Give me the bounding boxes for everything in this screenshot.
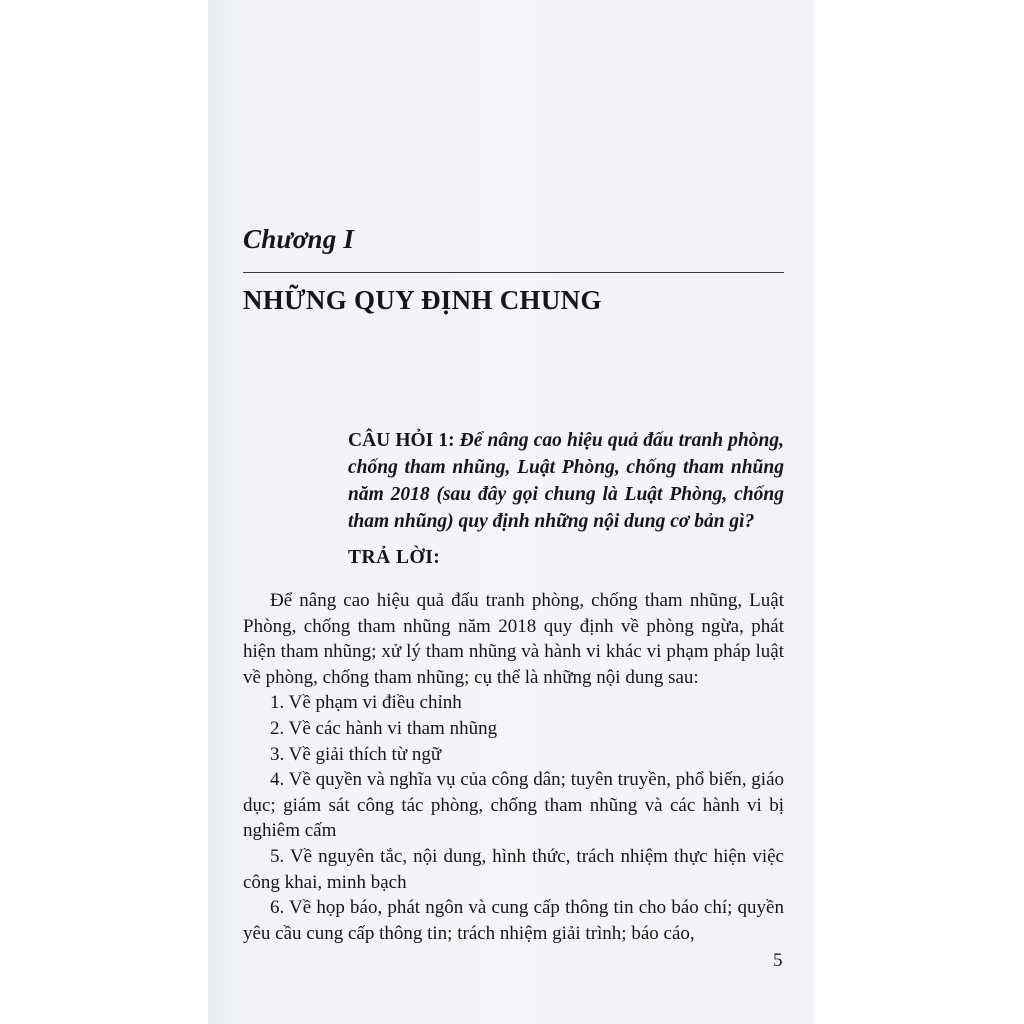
chapter-title: Chương I: [243, 224, 355, 254]
question-block: [348, 427, 784, 535]
list-item: 3. Về giải thích từ ngữ: [270, 743, 442, 765]
question-text: Để nâng cao hiệu quả đấu tranh phòng, chống tham nhũng, Luật Phòng, chống tham nhũng năm 2018 (sau đây gọi chung là Luật Phòng, chống tham nhũng) quy định những nội dung cơ bản gì?: [348, 430, 784, 532]
page-number: 5: [773, 950, 783, 971]
list-item: 4. Về quyền và nghĩa vụ của công dân; tuyên truyền, phổ biến, giáo dục; giám sát công tác phòng, chống tham nhũng và các hành vi bị nghiêm cấm: [243, 769, 784, 842]
list-item: 2. Về các hành vi tham nhũng: [270, 717, 498, 739]
section-title: NHỮNG QUY ĐỊNH CHUNG: [243, 285, 602, 315]
list-item: 5. Về nguyên tắc, nội dung, hình thức, trách nhiệm thực hiện việc công khai, minh bạch: [243, 845, 784, 893]
list-item: 6. Về họp báo, phát ngôn và cung cấp thông tin cho báo chí; quyền yêu cầu cung cấp thông tin; trách nhiệm giải trình; báo cáo,: [243, 897, 784, 944]
answer-body: [243, 588, 784, 946]
answer-paragraph: Để nâng cao hiệu quả đấu tranh phòng, chống tham nhũng, Luật Phòng, chống tham nhũng năm 2018 quy định về phòng ngừa, phát hiện tham nhũng; xử lý tham nhũng và hành vi khác vi phạm pháp luật về phòng, chống tham nhũng; cụ thể là những nội dung sau:: [243, 590, 784, 688]
question-label: CÂU HỎI 1:: [348, 430, 455, 451]
chapter-divider: [243, 272, 784, 273]
answer-label: TRẢ LỜI:: [348, 547, 441, 568]
book-page: [208, 0, 814, 1024]
list-item: 1. Về phạm vi điều chỉnh: [270, 692, 462, 714]
